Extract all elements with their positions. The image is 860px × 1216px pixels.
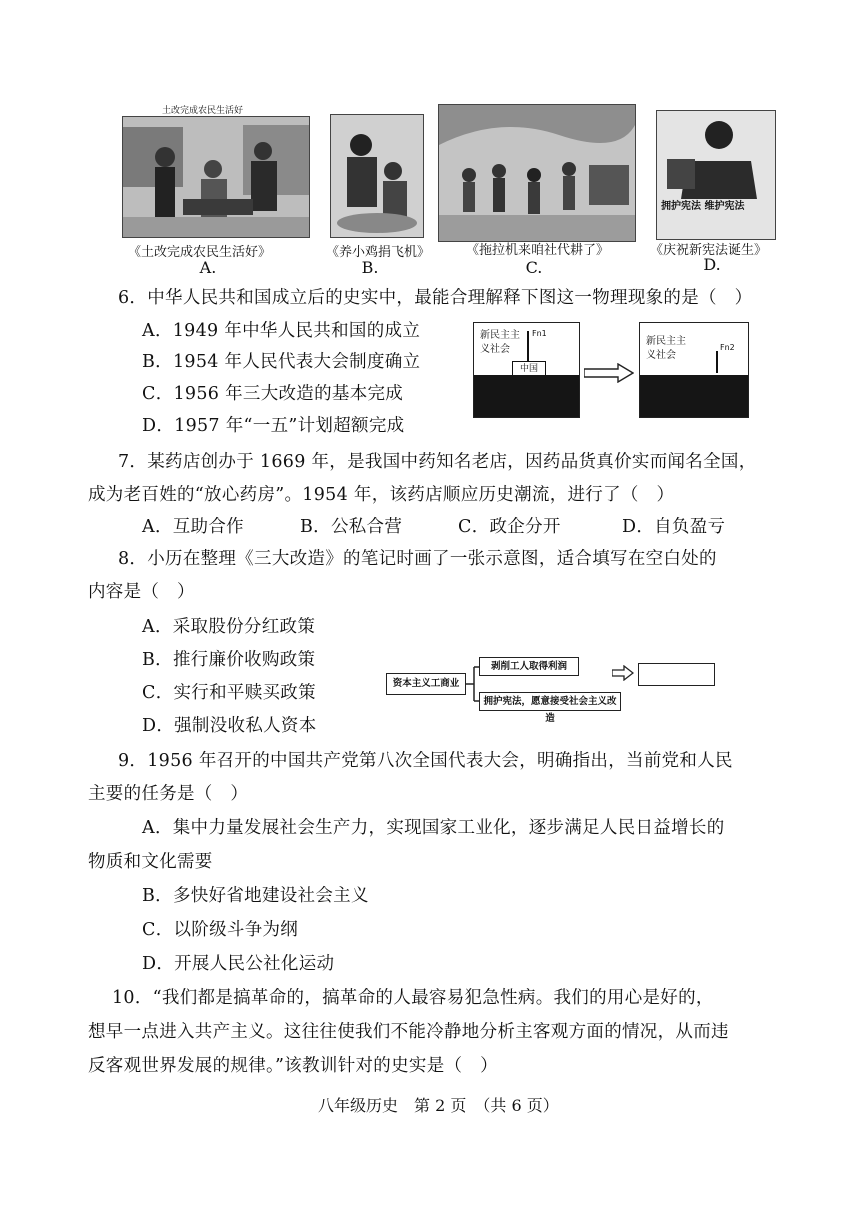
q8-option-d: D．强制没收私人资本 [142,716,317,736]
option-letter-b: B. [361,258,379,277]
q7-option-c: C．政企分开 [458,517,561,537]
q8-blank-box [638,663,715,686]
q10-line2: 想早一点进入共产主义。这往往使我们不能冷静地分析主客观方面的情况，从而违 [88,1022,729,1042]
caption-c: 《拖拉机来咱社代耕了》 [466,243,610,258]
caption-b: 《养小鸡捐飞机》 [326,245,431,260]
q8-branch1-label: 剥削工人取得利润 [490,661,567,672]
q6-stem: 6．中华人民共和国成立后的史实中，最能合理解释下图这一物理现象的是（ ） [118,288,753,308]
q8-source-label: 资本主义工商业 [392,678,460,689]
q6-option-a: A．1949 年中华人民共和国的成立 [142,321,421,341]
q6-liquid-left [474,375,579,417]
option-letter-a: A. [199,258,217,277]
q9-option-c: C．以阶级斗争为纲 [142,920,299,940]
q8-line1: 8．小历在整理《三大改造》的笔记时画了一张示意图，适合填写在空白处的 [118,549,717,569]
poster-image-d [656,110,776,240]
q10-line3: 反客观世界发展的规律。”该教训针对的史实是（ ） [88,1056,498,1076]
q9-option-a-line2: 物质和文化需要 [88,852,213,872]
poster-d-title: 拥护宪法 维护宪法 [661,201,745,212]
q6-right-force: Fn2 [720,343,735,352]
q8-line2: 内容是（ ） [88,582,195,602]
q9-option-b: B．多快好省地建设社会主义 [142,886,369,906]
q6-diagram-right [639,322,749,418]
q7-option-b: B．公私合营 [300,517,403,537]
q6-right-label: 新民主主义社会 [646,336,686,361]
q6-liquid-right [640,375,748,417]
q6-diagram-left [473,322,580,418]
q6-force-arrow-2 [716,351,718,373]
q6-block-label: 中国 [519,364,538,374]
q6-option-d: D．1957 年“一五”计划超额完成 [142,416,405,436]
q9-line2: 主要的任务是（ ） [88,784,249,804]
poster-image-b [330,114,424,238]
caption-a: 《土改完成农民生活好》 [128,245,272,260]
q9-option-a-line1: A．集中力量发展社会生产力，实现国家工业化，逐步满足人民日益增长的 [142,818,725,838]
poster-a-title: 土改完成农民生活好 [162,106,244,116]
q6-left-force: Fn1 [532,329,547,338]
page-footer: 八年级历史 第 2 页 （共 6 页） [318,1096,559,1115]
q7-line2: 成为老百姓的“放心药房”。1954 年，该药店顺应历史潮流，进行了（ ） [88,485,675,505]
option-letter-c: C. [525,258,543,277]
q8-option-b: B．推行廉价收购政策 [142,650,316,670]
q6-transition-arrow [584,363,634,387]
q7-line1: 7．某药店创办于 1669 年，是我国中药知名老店，因药品货真价实而闻名全国， [118,452,757,472]
poster-image-c [438,104,636,242]
q8-branch1-box [479,657,579,676]
q9-line1: 9．1956 年召开的中国共产党第八次全国代表大会，明确指出，当前党和人民 [118,751,733,771]
q6-option-b: B．1954 年人民代表大会制度确立 [142,352,421,372]
q8-arrow [612,665,634,685]
q7-option-a: A．互助合作 [142,517,244,537]
caption-d: 《庆祝新宪法诞生》 [650,243,768,258]
option-letter-d: D. [703,255,721,274]
q7-option-d: D．自负盈亏 [622,517,726,537]
q8-branch2-label: 拥护宪法，愿意接受社会主义改造 [483,696,617,724]
q8-branch2-box [479,692,621,724]
poster-image-a [122,116,310,238]
q8-option-a: A．采取股份分红政策 [142,617,316,637]
q8-source-box [386,673,466,695]
q6-left-label: 新民主主义社会 [480,330,520,355]
q9-option-d: D．开展人民公社化运动 [142,954,335,974]
q6-option-c: C．1956 年三大改造的基本完成 [142,384,404,404]
q8-option-c: C．实行和平赎买政策 [142,683,316,703]
q10-line1: 10．“我们都是搞革命的，搞革命的人最容易犯急性病。我们的用心是好的， [112,988,714,1008]
